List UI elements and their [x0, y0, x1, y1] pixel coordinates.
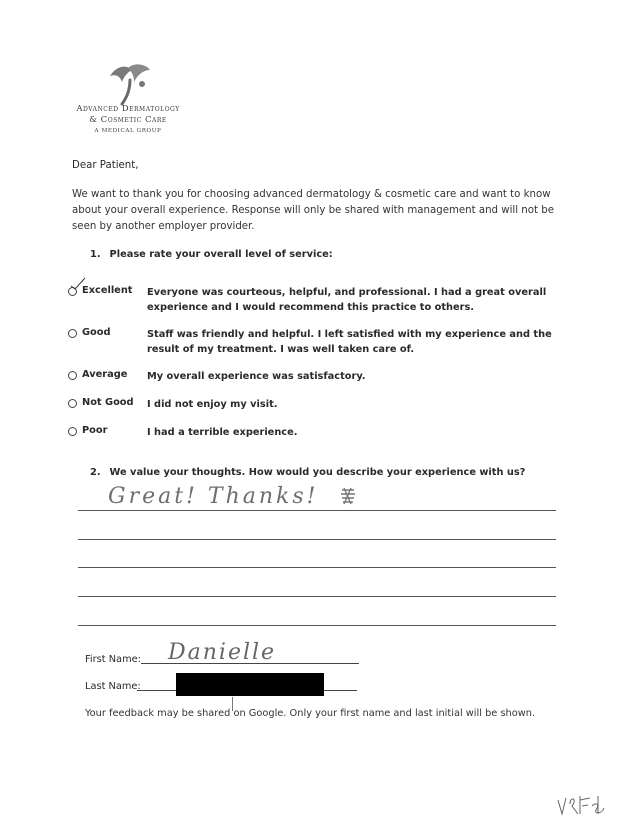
option-description: I did not enjoy my visit. [147, 399, 278, 410]
first-name-row [85, 654, 141, 665]
scribble-mark [339, 486, 357, 506]
last-name-label: Last Name: [85, 681, 141, 692]
radio-average[interactable] [68, 371, 77, 380]
option-description: My overall experience was satisfactory. [147, 371, 366, 382]
intro-paragraph: We want to thank you for choosing advanced dermatology & cosmetic care and want to know about your overall experience. Response will only be shared with management and will not be seen by another employer provider. [72, 189, 554, 232]
option-label: Good [82, 327, 111, 338]
question-1-text: Please rate your overall level of service: [109, 249, 333, 260]
handwritten-answer: Great! Thanks! [108, 484, 319, 509]
option-label: Poor [82, 425, 108, 436]
footer-note: Your feedback may be shared on Google. Only your first name and last initial will be shown. [85, 708, 536, 719]
question-2-text: We value your thoughts. How would you describe your experience with us? [109, 467, 526, 478]
option-label: Not Good [82, 397, 134, 408]
checkmark-icon [70, 277, 86, 291]
option-description: Everyone was courteous, helpful, and professional. I had a great overall experience and I would recommend this practice to others. [147, 287, 547, 313]
question-2-number: 2. [90, 467, 101, 478]
answer-line[interactable] [78, 567, 556, 568]
answer-line[interactable] [78, 539, 556, 540]
first-name-value: Danielle [168, 640, 277, 665]
answer-line[interactable] [78, 596, 556, 597]
question-1-number: 1. [90, 249, 101, 260]
letterhead-tagline: A MEDICAL GROUP [94, 128, 162, 134]
last-name-row [85, 681, 141, 692]
option-description: Staff was friendly and helpful. I left satisfied with my experience and the result of my treatment. I was well taken care of. [147, 329, 552, 355]
radio-poor[interactable] [68, 427, 77, 436]
redaction-block [176, 673, 324, 696]
letterhead-name-line1: Advanced Dermatology [76, 104, 180, 114]
radio-good[interactable] [68, 329, 77, 338]
radio-not-good[interactable] [68, 399, 77, 408]
answer-line[interactable] [78, 625, 556, 626]
option-description: I had a terrible experience. [147, 427, 298, 438]
question-1 [90, 249, 333, 260]
option-label: Excellent [82, 285, 133, 296]
handwritten-initials-mark [556, 792, 606, 818]
answer-line[interactable] [78, 510, 556, 511]
first-name-label: First Name: [85, 654, 141, 665]
option-label: Average [82, 369, 128, 380]
question-2 [90, 467, 525, 478]
salutation: Dear Patient, [72, 160, 139, 171]
letterhead [58, 104, 198, 134]
logo-figure-icon [106, 62, 154, 106]
letterhead-name-line2: & Cosmetic Care [89, 115, 167, 125]
